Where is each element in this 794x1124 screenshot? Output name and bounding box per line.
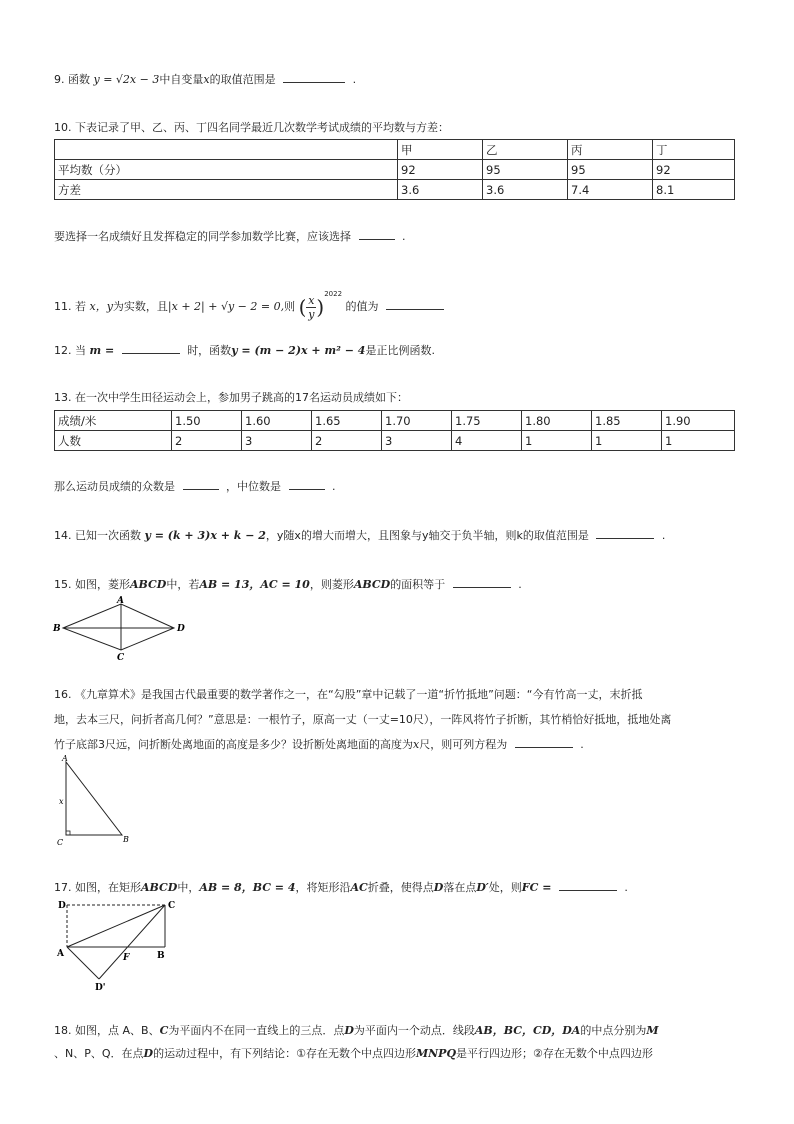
table-cell: 1.90 [662, 411, 735, 431]
table-cell: 8.1 [653, 180, 735, 200]
q16-line3-var: x [413, 738, 420, 751]
q15-end: . [518, 578, 522, 591]
table-cell: 92 [653, 160, 735, 180]
q11-formula: |x + 2| + √y − 2 = 0, [167, 300, 285, 313]
table-row [55, 431, 735, 451]
q18-line-2 [54, 1047, 653, 1061]
q16-triangle-figure [52, 752, 142, 852]
q9-text-c: 的取值范围是 [209, 73, 276, 86]
q11-text-c: 则 [284, 300, 296, 313]
q17-text-d: 折叠，使得点 [367, 881, 434, 894]
q17-rectangle-fold-figure [52, 895, 187, 995]
table-cell: 平均数（分） [55, 160, 398, 180]
q17-pt2: D′ [476, 881, 489, 894]
label-b: B [53, 624, 61, 634]
table-cell: 1 [522, 431, 592, 451]
q18-line2-c: 是平行四边形；②存在无数个中点四边形 [456, 1047, 653, 1060]
label-a: A [57, 949, 64, 959]
rhombus-outline [63, 604, 174, 650]
q9-text-a: 函数 [68, 73, 90, 86]
q14-text-a: 已知一次函数 [75, 529, 141, 542]
q15-text-d: 的面积等于 [390, 578, 446, 591]
label-c: C [57, 838, 64, 847]
q9-formula: y = √2x − 3 [93, 73, 160, 86]
table-cell: 3.6 [398, 180, 483, 200]
q18-line1-e: 为平面内一个动点．线段 [353, 1024, 475, 1037]
q18-line2-a: 、N、P、Q．在点 [54, 1047, 144, 1060]
q9-text-b: 中自变量 [159, 73, 204, 86]
table-cell: 方差 [55, 180, 398, 200]
segment-ac [67, 905, 165, 947]
q15-text-b: 中，若 [166, 578, 200, 591]
label-d: D [177, 624, 185, 634]
q10-answer-blank[interactable] [359, 229, 395, 240]
q10-stem [54, 121, 449, 135]
q13-stem [54, 391, 408, 405]
q12 [54, 343, 435, 358]
q18-line1-f: 的中点分别为 [580, 1024, 647, 1037]
q9-end: . [352, 73, 357, 86]
q16-line-2 [54, 713, 671, 727]
table-cell: 92 [398, 160, 483, 180]
q17-text-a: 如图，在矩形 [75, 881, 141, 894]
q15 [54, 577, 522, 592]
q16-line3-b: 尺，则可列方程为 [419, 738, 508, 751]
q14-answer-blank[interactable] [596, 528, 654, 539]
label-b: B [123, 835, 129, 844]
q13-median-blank[interactable] [289, 479, 325, 490]
q16-end: . [580, 738, 584, 751]
q17-end: . [624, 881, 628, 894]
q10-table [54, 139, 735, 200]
label-b: B [157, 951, 165, 961]
table-cell: 3.6 [483, 180, 568, 200]
q15-text-c: ，则菱形 [309, 578, 354, 591]
table-cell: 1 [662, 431, 735, 451]
q18-line2-q: MNPQ [415, 1047, 457, 1060]
table-cell: 3 [382, 431, 452, 451]
q17-shape: ABCD [141, 881, 178, 894]
q11 [54, 280, 448, 320]
q17-ask: FC = [521, 881, 552, 894]
q16-line-1 [54, 688, 643, 702]
table-cell [55, 140, 398, 160]
q17 [54, 880, 628, 895]
q18-line1-d: D [344, 1024, 354, 1037]
q11-answer-blank[interactable] [386, 299, 444, 310]
q10-text: 下表记录了甲、乙、丙、丁四名同学最近几次数学考试成绩的平均数与方差： [75, 121, 449, 134]
table-cell: 95 [568, 160, 653, 180]
q18-line1-a: 如图，点 A、B、 [75, 1024, 160, 1037]
label-a: A [62, 754, 68, 763]
q13-follow-b: ，中位数是 [226, 480, 281, 493]
q18-line2-d: D [143, 1047, 154, 1060]
q16-number: 16. [54, 688, 72, 701]
q14-number: 14. [54, 529, 72, 542]
table-cell: 1 [592, 431, 662, 451]
q18-line2-b: 的运动过程中，有下列结论：①存在无数个中点四边形 [153, 1047, 416, 1060]
q18-line1-b: 为平面内不在同一直线上的三点．点 [168, 1024, 345, 1037]
q14-text-b: ，y随x的增大而增大，且图象与y轴交于负半轴，则k的取值范围是 [265, 529, 589, 542]
q14 [54, 528, 665, 543]
table-cell: 7.4 [568, 180, 653, 200]
label-d-prime: D' [95, 983, 106, 993]
q13-mode-blank[interactable] [183, 479, 219, 490]
q16-line3-a: 竹子底部3尺远，问折断处离地面的高度是多少？设折断处离地面的高度为 [54, 738, 413, 751]
q13-follow [54, 479, 336, 494]
q11-paren-open: ( [298, 295, 307, 319]
table-cell: 丙 [568, 140, 653, 160]
q12-answer-blank[interactable] [122, 343, 180, 354]
q11-frac-den: y [308, 307, 315, 321]
q13-end: . [332, 480, 336, 493]
q11-frac-num: x [308, 293, 315, 307]
q18-line-1 [54, 1024, 659, 1038]
q17-text-c: ，将矩形沿 [295, 881, 351, 894]
q18-line1-m: M [646, 1024, 659, 1037]
label-x: x [59, 797, 64, 806]
table-cell: 1.75 [452, 411, 522, 431]
q11-text-a: 若 [75, 300, 86, 313]
q12-text-b: 时，函数 [187, 344, 232, 357]
label-f: F [123, 953, 130, 963]
table-cell: 丁 [653, 140, 735, 160]
q14-formula: y = (k + 3)x + k − 2 [144, 529, 266, 542]
q17-number: 17. [54, 881, 72, 894]
q12-text-a: 当 [75, 344, 86, 357]
label-d: D [58, 901, 66, 911]
table-row [55, 140, 735, 160]
q17-text-b: 中， [177, 881, 200, 894]
q16-line-3 [54, 737, 584, 752]
right-angle-mark [66, 831, 70, 835]
q12-number: 12. [54, 344, 72, 357]
q9-var: x [203, 73, 210, 86]
table-cell: 1.80 [522, 411, 592, 431]
q18-number: 18. [54, 1024, 72, 1037]
table-row [55, 180, 735, 200]
q12-lhs: m = [89, 344, 115, 357]
table-cell: 乙 [483, 140, 568, 160]
q18-line1-c: C [159, 1024, 169, 1037]
table-row [55, 411, 735, 431]
triangle-outline [66, 762, 122, 835]
q11-text-d: 的值为 [345, 300, 379, 313]
q11-number: 11. [54, 300, 72, 313]
q12-text-c: 是正比例函数. [365, 344, 435, 357]
q11-exponent: 2022 [324, 290, 343, 298]
q15-shape-2: ABCD [353, 578, 391, 591]
q17-text-e: 落在点 [443, 881, 477, 894]
q11-paren-close: ) [316, 295, 325, 319]
q17-fold: AC [350, 881, 368, 894]
q15-number: 15. [54, 578, 72, 591]
segment-ad-prime [67, 947, 99, 979]
q13-text: 在一次中学生田径运动会上，参加男子跳高的17名运动员成绩如下： [75, 391, 408, 404]
table-cell: 人数 [55, 431, 172, 451]
table-cell: 3 [242, 431, 312, 451]
table-cell: 4 [452, 431, 522, 451]
q11-text-b: 为实数，且 [112, 300, 168, 313]
table-cell: 1.50 [172, 411, 242, 431]
table-cell: 1.70 [382, 411, 452, 431]
table-cell: 2 [172, 431, 242, 451]
q10-number: 10. [54, 121, 72, 134]
q15-shape: ABCD [130, 578, 167, 591]
q15-cond: AB = 13，AC = 10 [199, 578, 310, 591]
table-cell: 1.60 [242, 411, 312, 431]
q13-table [54, 410, 735, 451]
label-c: C [117, 653, 125, 663]
q9 [54, 72, 356, 87]
q17-cond: AB = 8，BC = 4 [199, 881, 296, 894]
table-cell: 1.85 [592, 411, 662, 431]
q13-follow-a: 那么运动员成绩的众数是 [54, 480, 175, 493]
q16-line1-text: 《九章算术》是我国古代最重要的数学著作之一，在“勾股”章中记载了一道“折竹抵地”问题：“今有竹高一丈，末折抵 [75, 688, 643, 701]
table-row [55, 160, 735, 180]
table-cell: 95 [483, 160, 568, 180]
q17-text-f: 处，则 [488, 881, 522, 894]
q10-follow [54, 229, 406, 244]
table-cell: 1.65 [312, 411, 382, 431]
q17-pt: D [433, 881, 444, 894]
q15-text-a: 如图，菱形 [75, 578, 130, 591]
q15-answer-blank[interactable] [453, 577, 511, 588]
q11-fraction [306, 294, 316, 321]
q14-end: . [661, 529, 666, 542]
q13-number: 13. [54, 391, 72, 404]
q18-line1-segs: AB，BC，CD，DA [474, 1024, 581, 1037]
table-cell: 成绩/米 [55, 411, 172, 431]
label-c: C [168, 901, 176, 911]
q10-follow-text: 要选择一名成绩好且发挥稳定的同学参加数学比赛，应该选择 [54, 230, 351, 243]
q15-rhombus-figure [50, 593, 195, 663]
table-cell: 2 [312, 431, 382, 451]
table-cell: 甲 [398, 140, 483, 160]
segment-d-prime-c [99, 905, 165, 979]
q17-answer-blank[interactable] [559, 880, 617, 891]
label-a: A [117, 596, 124, 606]
q10-end: . [402, 230, 406, 243]
q9-number: 9. [54, 73, 65, 86]
q16-line2-text: 地，去本三尺，问折者高几何？”意思是：一根竹子，原高一丈（一丈=10尺），一阵风将竹子折断，其竹梢恰好抵地，抵地处离 [54, 713, 672, 726]
q16-answer-blank[interactable] [515, 737, 573, 748]
q9-answer-blank[interactable] [283, 72, 345, 83]
q11-vars: x，y [89, 300, 113, 313]
q12-formula: y = (m − 2)x + m² − 4 [231, 344, 366, 357]
